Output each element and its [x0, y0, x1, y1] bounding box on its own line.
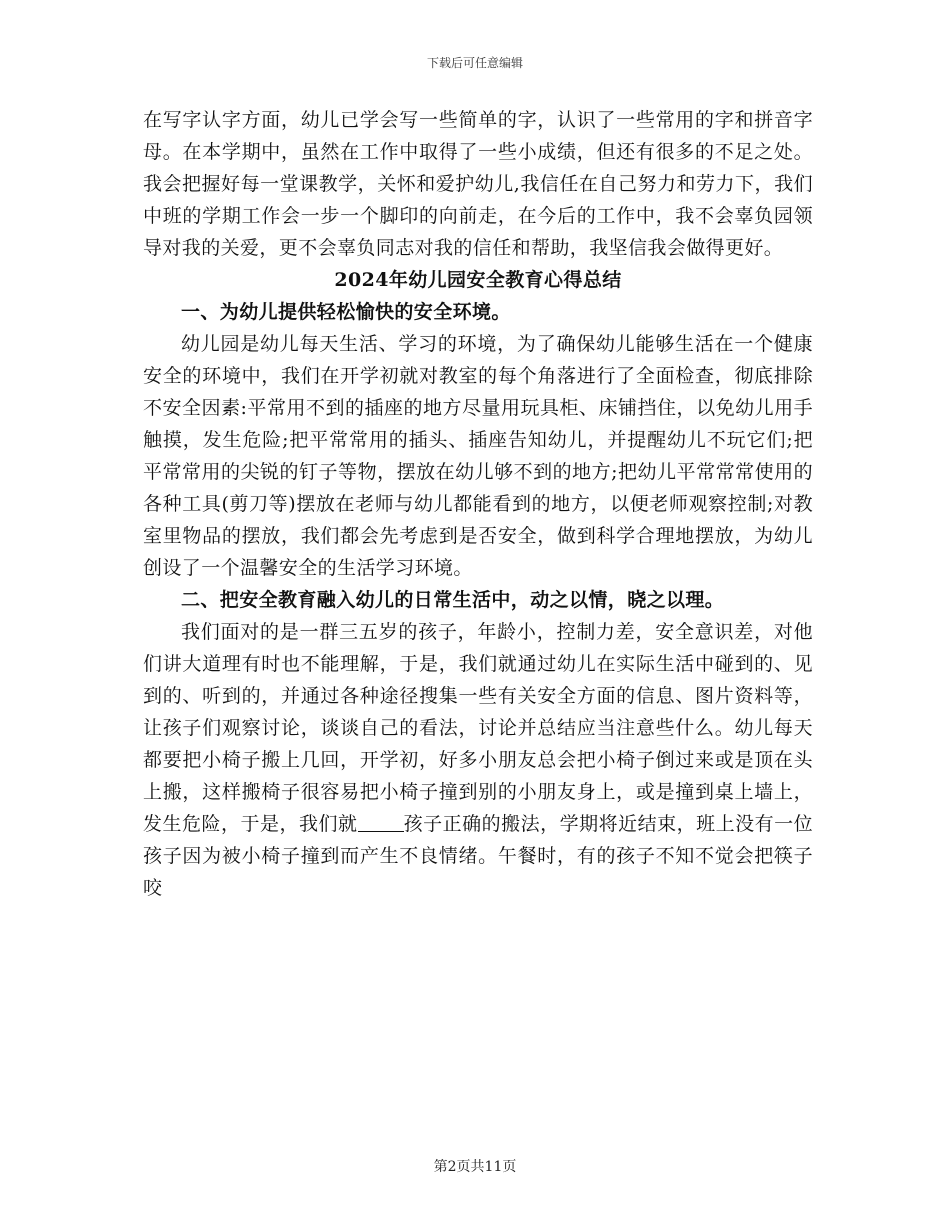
page-footer: 第2页共11页 — [433, 1159, 517, 1175]
paragraph-2 — [143, 616, 813, 904]
page-header: 下载后可任意编辑 — [426, 56, 523, 70]
paragraph-2-part-a: 我们面对的是一群三五岁的孩子，年龄小，控制力差，安全意识差，对他们讲大道理有时也不能理解，于是，我们就通过幼儿在实际生活中碰到的、见到的、听到的，并通过各种途径搜集一些有关安全方面的信息、图片资料等，让孩子们观察讨论，谈谈自己的看法，讨论并总结应当注意些什么。幼儿每天都要把小椅子搬上几回，开学初，好多小朋友总会把小椅子倒过来或是顶在头上搬，这样搬椅子很容易把小椅子撞到别的小朋友身上，或是撞到桌上墙上，发生危险，于是，我们就 — [143, 621, 813, 835]
fill-blank — [358, 813, 404, 832]
paragraph-2-part-b: 孩子正确的搬法，学期将近结束，班上没有一位孩子因为被小椅子撞到而产生不良情绪。午餐时，有的孩子不知不觉会把筷子咬 — [143, 813, 813, 899]
paragraph-1: 幼儿园是幼儿每天生活、学习的环境，为了确保幼儿能够生活在一个健康安全的环境中，我们在开学初就对教室的每个角落进行了全面检查，彻底排除不安全因素:平常用不到的插座的地方尽量用玩具柜、床铺挡住，以免幼儿用手触摸，发生危险;把平常常用的插头、插座告知幼儿，并提醒幼儿不玩它们;把平常常用的尖锐的钉子等物，摆放在幼儿够不到的地方;把幼儿平常常常使用的各种工具(剪刀等)摆放在老师与幼儿都能看到的地方，以便老师观察控制;对教室里物品的摆放，我们都会先考虑到是否安全，做到科学合理地摆放，为幼儿创设了一个温馨安全的生活学习环境。 — [143, 333, 813, 579]
document-body — [143, 104, 813, 904]
paragraph-continuation: 在写字认字方面，幼儿已学会写一些简单的字，认识了一些常用的字和拼音字母。在本学期中，虽然在工作中取得了一些小成绩，但还有很多的不足之处。我会把握好每一堂课教学，关怀和爱护幼儿,我信任在自己努力和劳力下，我们中班的学期工作会一步一个脚印的向前走，在今后的工作中，我不会辜负园领导对我的关爱，更不会辜负同志对我的信任和帮助，我坚信我会做得更好。 — [143, 109, 813, 259]
document-title: 2024年幼儿园安全教育心得总结 — [334, 269, 622, 291]
section-heading-1: 一、为幼儿提供轻松愉快的安全环境。 — [181, 301, 511, 323]
section-heading-2: 二、把安全教育融入幼儿的日常生活中，动之以情，晓之以理。 — [181, 589, 725, 611]
